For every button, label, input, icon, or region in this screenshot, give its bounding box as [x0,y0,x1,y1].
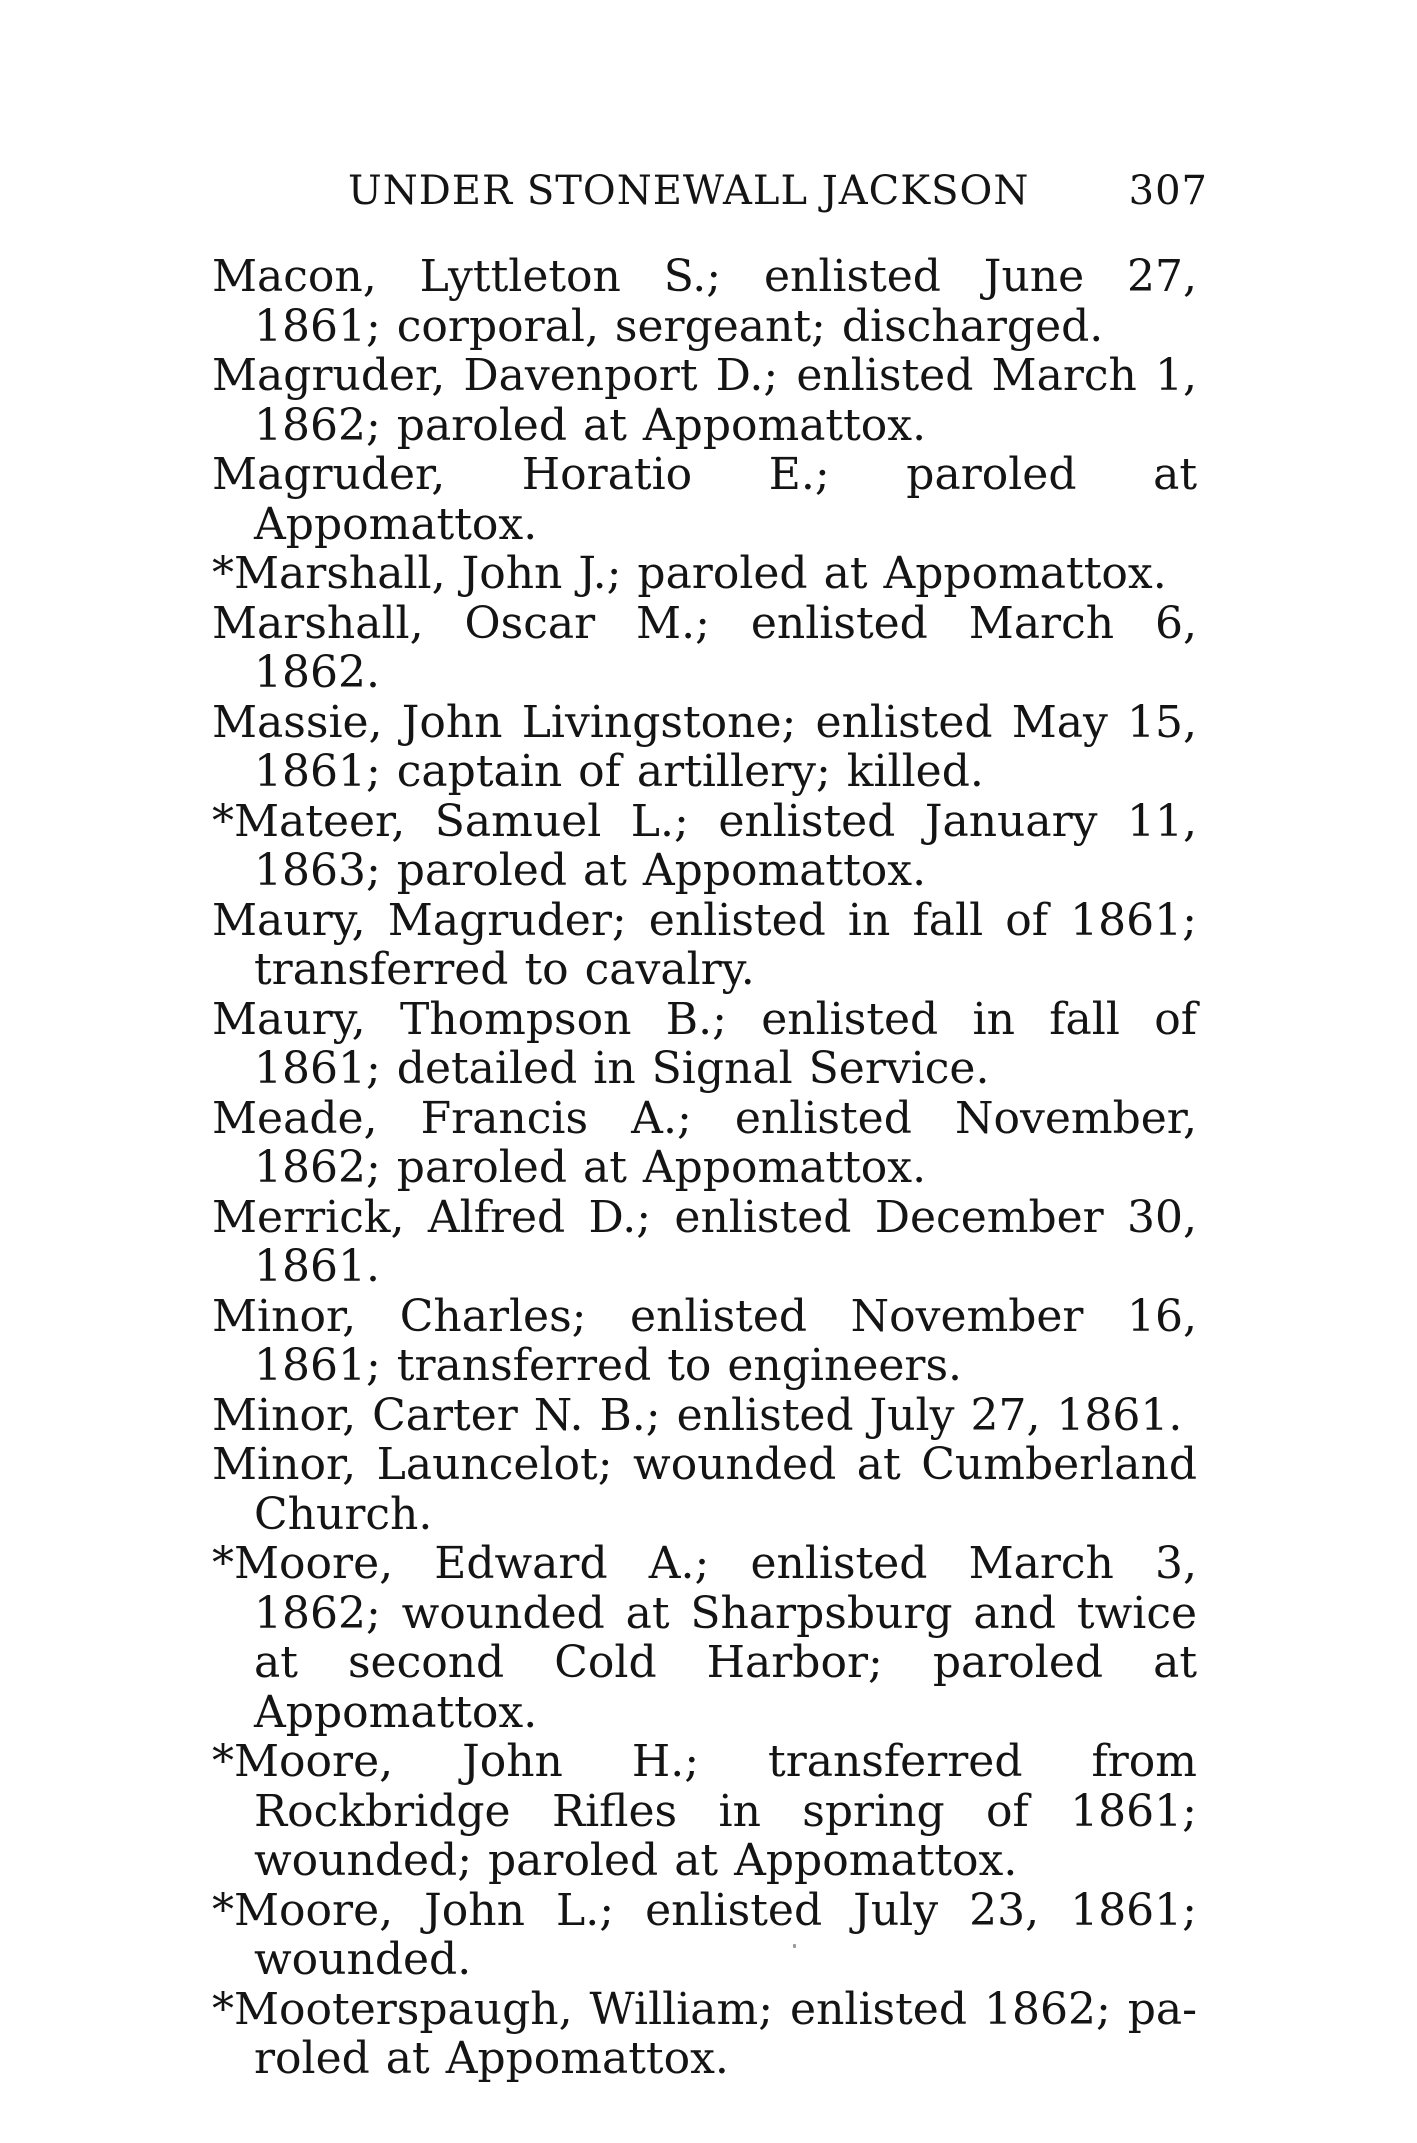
roster-entry-mooterspaugh-william: *Mooterspaugh, William; enlisted 1862; paroled at Appomattox. [212,1983,1197,2084]
running-head [348,168,1208,228]
roster-entry-moore-edward: *Moore, Edward A.; enlisted March 3, 1862; wounded at Sharpsburg and twice at second Cold Harbor; paroled at Appomattox. [212,1538,1197,1738]
roster-entry-maury-thompson: Maury, Thompson B.; enlisted in fall of 1861; detailed in Signal Service. [212,993,1197,1094]
roster-entry-merrick-alfred: Merrick, Alfred D.; enlisted December 30, 1861. [212,1191,1197,1292]
roster-entry-magruder-horatio: Magruder, Horatio E.; paroled at Appomattox. [212,449,1197,550]
roster-entry-maury-magruder: Maury, Magruder; enlisted in fall of 1861; transferred to cavalry. [212,894,1197,995]
roster-entry-minor-carter: Minor, Carter N. B.; enlisted July 27, 1861. [212,1389,1183,1441]
roster-entry-magruder-davenport: Magruder, Davenport D.; enlisted March 1, 1862; paroled at Appomattox. [212,350,1197,451]
roster-entry-moore-john-l: *Moore, John L.; enlisted July 23, 1861; wounded. [212,1884,1197,1985]
page-number: 307 [1128,168,1208,214]
roster-entry-massie-john: Massie, John Livingstone; enlisted May 15, 1861; captain of artillery; killed. [212,696,1197,797]
roster-entry-meade-francis: Meade, Francis A.; enlisted November, 1862; paroled at Appomattox. [212,1092,1197,1193]
running-title: UNDER STONEWALL JACKSON [348,168,1030,214]
roster-entry-macon-lyttleton: Macon, Lyttleton S.; enlisted June 27, 1861; corporal, sergeant; discharged. [212,251,1197,352]
roster-entry-minor-launcelot: Minor, Launcelot; wounded at Cumberland Church. [212,1439,1197,1540]
print-speck [793,1944,796,1948]
roster-list [212,252,1197,2084]
roster-entry-minor-charles: Minor, Charles; enlisted November 16, 1861; transferred to engineers. [212,1290,1197,1391]
roster-entry-marshall-john: *Marshall, John J.; paroled at Appomattox. [212,548,1167,599]
roster-entry-moore-john-h: *Moore, John H.; transferred from Rockbridge Rifles in spring of 1861; wounded; paroled at Appomattox. [212,1736,1197,1886]
roster-entry-mateer-samuel: *Mateer, Samuel L.; enlisted January 11, 1863; paroled at Appomattox. [212,795,1197,896]
roster-entry-marshall-oscar: Marshall, Oscar M.; enlisted March 6, 1862. [212,597,1197,698]
